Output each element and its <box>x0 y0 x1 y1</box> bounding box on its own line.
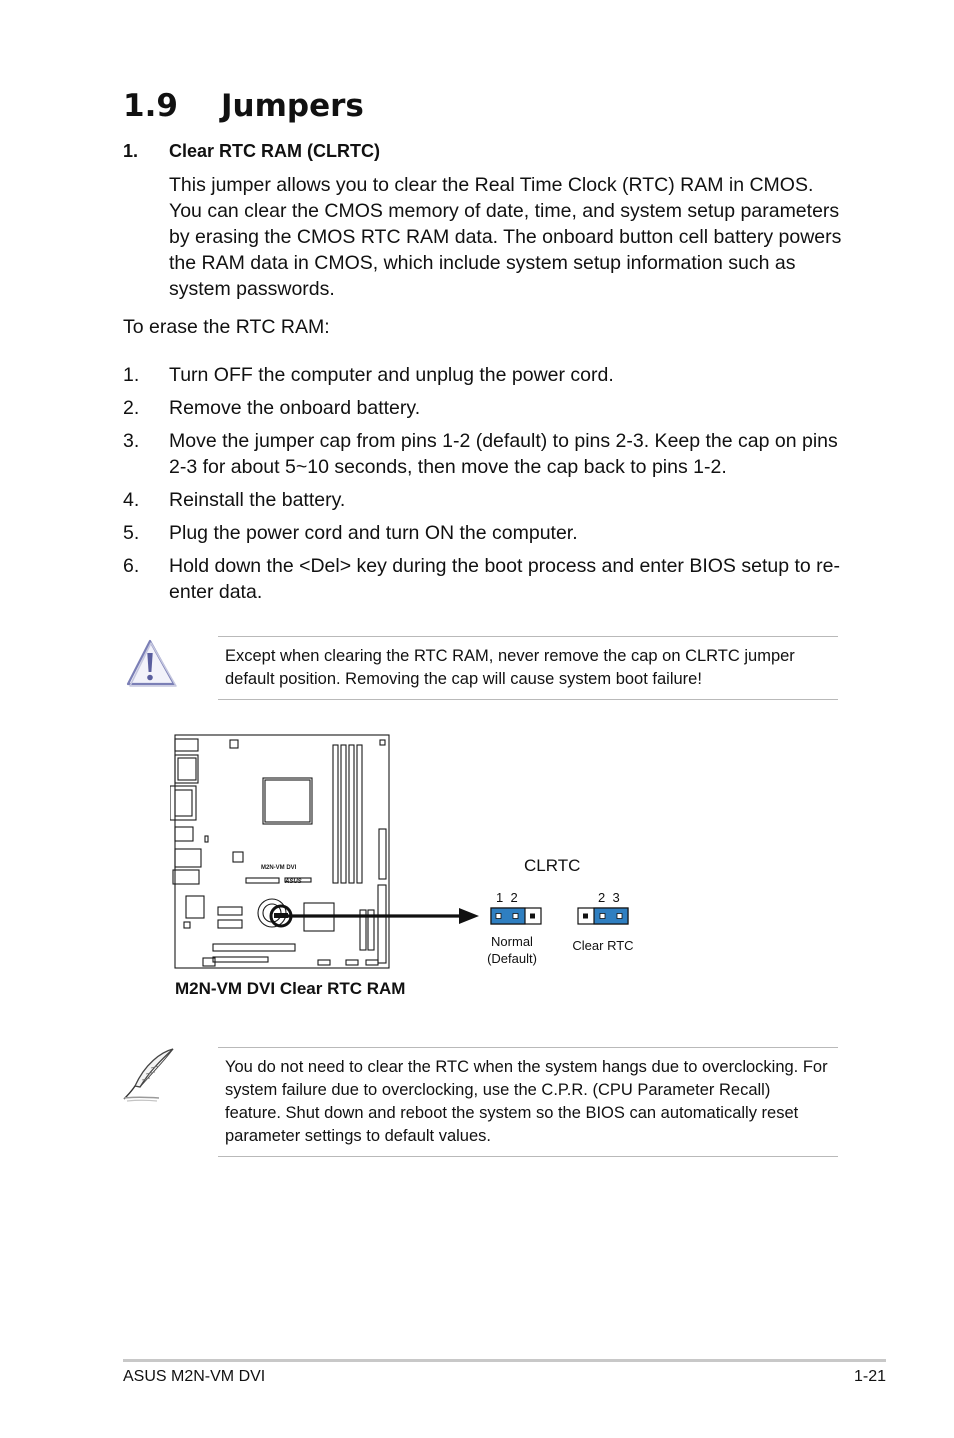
footer-rule <box>123 1359 886 1362</box>
item-title: Clear RTC RAM (CLRTC) <box>169 141 380 161</box>
warning-callout <box>218 636 838 700</box>
list-item: 1. Turn OFF the computer and unplug the power cord. <box>123 364 614 386</box>
clear-label: Clear RTC <box>572 938 634 953</box>
warning-icon <box>122 637 178 694</box>
list-item: 3. Move the jumper cap from pins 1-2 (default) to pins 2-3. Keep the cap on pins 2-3 for about 5~10 seconds, then move the cap back to pins 1-2. <box>123 430 838 478</box>
jumper-normal <box>491 908 541 924</box>
brand-label: ASUS <box>285 879 302 885</box>
item-number: 1. <box>123 141 139 161</box>
erase-intro: To erase the RTC RAM: <box>123 316 330 338</box>
warning-text: Except when clearing the RTC RAM, never remove the cap on CLRTC jumper default position. Removing the cap will cause system boot failure! <box>225 647 795 688</box>
list-item: 5. Plug the power cord and turn ON the computer. <box>123 522 578 544</box>
pins-clear-label: 2 3 <box>598 890 620 905</box>
list-item: 2. Remove the onboard battery. <box>123 397 421 419</box>
board-label: M2N-VM DVI <box>261 865 297 871</box>
section-title-text: Jumpers <box>221 88 364 124</box>
diagram-caption: M2N-VM DVI Clear RTC RAM <box>175 979 406 998</box>
feather-note-icon <box>121 1046 179 1109</box>
item-description: This jumper allows you to clear the Real Time Clock (RTC) RAM in CMOS. You can clear the CMOS memory of date, time, and system setup parameters by erasing the CMOS RTC RAM data. The onboard button cell battery powers the RAM data in CMOS, which include system setup information such as system passwords. <box>169 174 842 300</box>
clrtc-diagram <box>170 730 650 975</box>
steps-list <box>123 362 843 612</box>
list-item: 6. Hold down the <Del> key during the boot process and enter BIOS setup to re-enter data. <box>123 555 840 603</box>
jumper-clear <box>578 908 628 924</box>
pins-normal-label: 1 2 <box>496 890 518 905</box>
note-callout <box>218 1047 838 1157</box>
page-number: 1-21 <box>853 1368 886 1385</box>
motherboard-outline <box>170 735 389 968</box>
footer-product: ASUS M2N-VM DVI <box>123 1368 266 1385</box>
list-item: 4. Reinstall the battery. <box>123 489 346 511</box>
section-number: 1.9 <box>123 88 178 124</box>
note-text: You do not need to clear the RTC when the system hangs due to overclocking. For system failure due to overclocking, use the C.P.R. (CPU Parameter Recall) feature. Shut down and reboot the system so the BIOS can automatically reset parameter settings to default values. <box>225 1058 828 1145</box>
section-title <box>123 88 364 124</box>
default-label: (Default) <box>487 951 537 966</box>
normal-label: Normal <box>491 934 533 949</box>
jumper-name: CLRTC <box>524 856 581 875</box>
